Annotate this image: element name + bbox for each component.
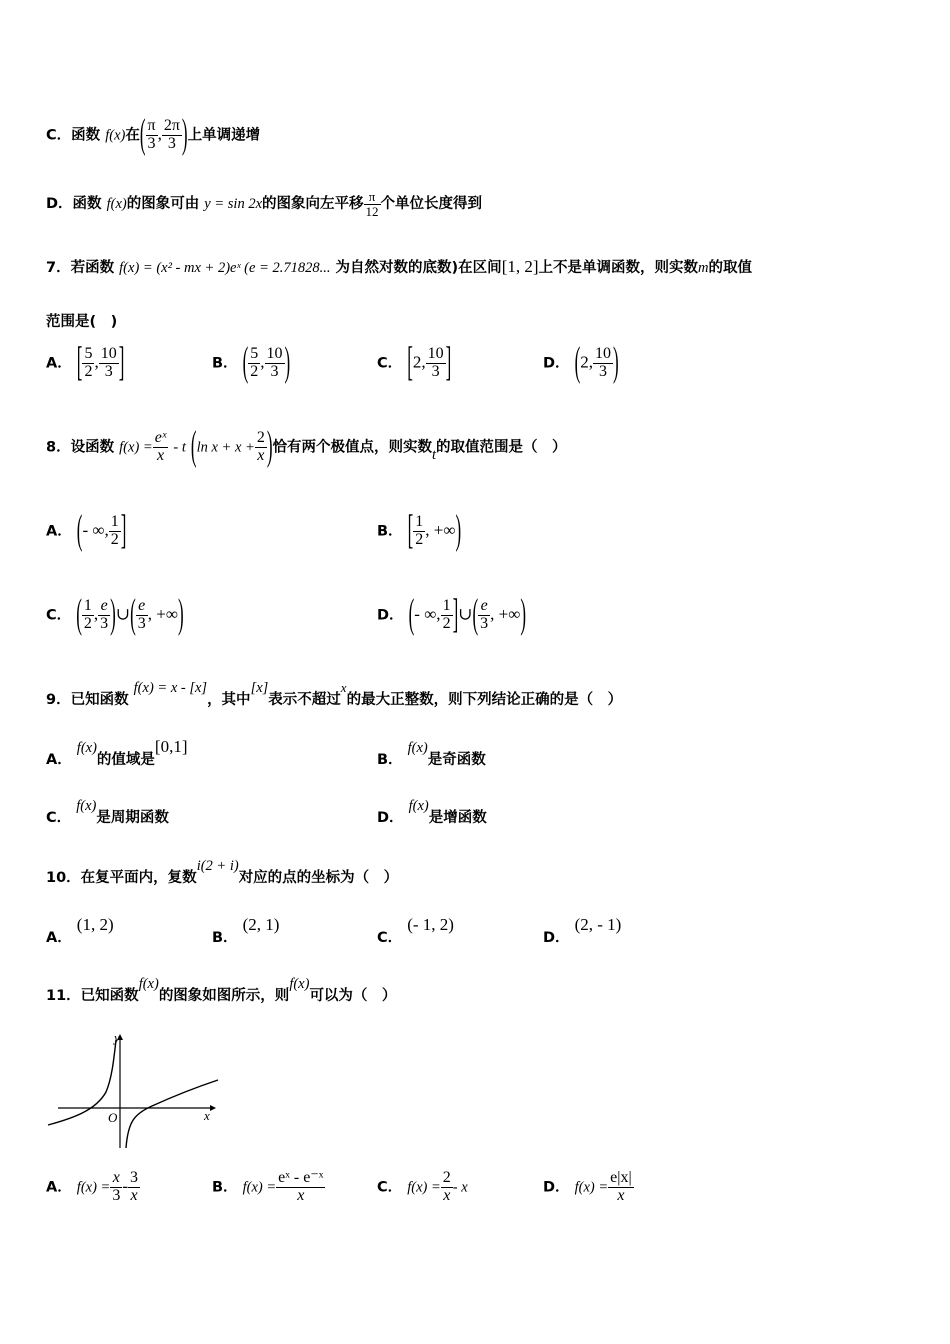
frac-den: 2 (83, 614, 92, 632)
math-y: y = sin 2x (204, 196, 262, 213)
q8-option-d[interactable]: D． (- ∞, $\frac{1}{2}$ ]∪( $\frac{e}{3}$ , +∞) (377, 591, 527, 637)
bracket: ) (613, 339, 619, 385)
bracket: ] (445, 339, 452, 385)
q7-option-c[interactable] (377, 339, 452, 385)
frac-num: eˣ - e⁻ˣ (278, 1169, 324, 1186)
coordinate: (- 1, 2) (407, 915, 454, 934)
q8-stem: 8．设函数 f(x) = $\frac{\text{eˣ}}{x}$ - t (ln x + x + $\frac{2}{x}$ )恰有两个极值点，则实数t的取值范围是（ ） (46, 423, 567, 469)
option-label: C． (46, 127, 72, 144)
frac-num: 5 (84, 345, 93, 362)
math-fx: f(x) (289, 976, 310, 992)
frac-den: 3 (147, 134, 156, 152)
frac-num: 10 (100, 345, 117, 362)
bracket: [ (76, 339, 83, 385)
text: 在 (125, 127, 140, 144)
option-label: C． (377, 355, 403, 372)
frac-den: 3 (104, 362, 113, 380)
math-text: - x (452, 1179, 468, 1196)
q8-option-c[interactable]: C． ( $\frac{1}{2}$ , $\frac{e}{3}$ )∪( $\frac{e}{3}$ , +∞) (46, 591, 184, 637)
frac-den: x (156, 446, 165, 464)
frac-num: 1 (442, 597, 451, 614)
frac-num: e|x| (610, 1169, 632, 1186)
math-lhs: f(x) = (407, 1179, 441, 1196)
math-interval: [1, 2] (501, 257, 539, 276)
text: 范围是( ) (46, 314, 118, 330)
frac-num: 2 (256, 429, 265, 446)
frac-den: x (297, 1186, 305, 1204)
frac-den: 2 (415, 530, 424, 548)
text: 的图象如图所示，则 (158, 988, 290, 1004)
q11-function-graph (44, 1030, 224, 1155)
q7-stem (46, 256, 752, 277)
option-label: D． (377, 607, 404, 624)
frac-num: 1 (83, 597, 92, 614)
comma: , (157, 124, 162, 144)
option-text: 是奇函数 (427, 752, 486, 768)
option-label: C． (377, 930, 403, 946)
q10-option-b[interactable] (212, 915, 280, 947)
option-text: 是增函数 (428, 810, 487, 826)
text: 的取值范围是（ ） (436, 439, 567, 456)
option-label: C． (46, 810, 72, 826)
bracket: ( (574, 339, 581, 385)
text: ，其中 (207, 692, 251, 708)
paren: ) (181, 111, 188, 157)
option-label: C． (377, 1179, 403, 1196)
q11-option-c[interactable] (377, 1170, 468, 1205)
math-formula: f(x) = x - [x] (133, 680, 208, 696)
q10-option-d[interactable] (543, 915, 622, 947)
math-lhs: f(x) = (574, 1179, 609, 1196)
q7-option-d[interactable] (543, 339, 619, 385)
q7-option-b[interactable]: B． ( $\frac{5}{2}$ , $\frac{10}{3}$ ) (212, 346, 290, 381)
frac-num: 2 (442, 1169, 451, 1186)
coordinate: (2, - 1) (574, 915, 622, 934)
math-text: - t (173, 439, 186, 456)
text: 上不是单调函数，则实数 (538, 260, 699, 276)
x-axis-arrow (210, 1105, 216, 1111)
option-label: B． (212, 1179, 238, 1196)
text: 的取值 (708, 260, 752, 276)
q10-stem (46, 858, 399, 887)
frac-den: 3 (112, 1186, 121, 1204)
frac-num: 10 (595, 345, 612, 362)
q11-option-d[interactable] (543, 1170, 634, 1205)
math-fx: f(x) (105, 127, 126, 144)
option-label: C． (46, 607, 72, 624)
question-number: 10．在复平面内，复数 (46, 870, 197, 886)
q9-option-c[interactable] (46, 798, 169, 827)
text: 函数 (71, 127, 101, 144)
frac-num: e (98, 598, 110, 616)
bracket: ) (284, 339, 291, 385)
math-value: , +∞ (147, 604, 178, 624)
math-fx: f(x) (106, 196, 127, 213)
frac-num: e (136, 598, 148, 616)
paren: ( (139, 111, 146, 157)
text: 为自然对数的底数)在区间 (335, 260, 502, 276)
math-var: x (340, 680, 347, 695)
math-lhs: f(x) = (242, 1179, 277, 1196)
q6-option-c (46, 111, 261, 157)
math-fx: f(x) (76, 798, 97, 814)
math-complex: i(2 + i) (196, 858, 239, 874)
math-fx: f(x) (138, 976, 159, 992)
frac-num: 10 (427, 345, 444, 362)
question-number: 8．设函数 (46, 439, 115, 456)
math-interval: [0,1] (154, 737, 188, 756)
question-number: 7．若函数 (46, 260, 115, 276)
math-fx: f(x) (408, 798, 429, 814)
text: 的图象可由 (126, 196, 200, 213)
option-label: B． (212, 930, 238, 946)
text: 可以为（ ） (309, 988, 397, 1004)
q8-option-b[interactable]: B． [ $\frac{1}{2}$ , +∞) (377, 507, 462, 553)
option-text: 的值域是 (96, 752, 155, 768)
text: 个单位长度得到 (380, 196, 482, 213)
option-text: 是周期函数 (96, 810, 169, 826)
q11-stem (46, 976, 397, 1005)
frac-num: e (478, 598, 490, 616)
text: 上单调递增 (187, 127, 261, 144)
math-value: 2, (412, 352, 426, 372)
math-var: t (432, 447, 437, 464)
math-value: 2, (580, 352, 594, 372)
math-value: - ∞, (414, 604, 441, 624)
frac-den: x (617, 1186, 625, 1204)
math-value: , +∞ (490, 604, 521, 624)
frac-num: 1 (110, 513, 119, 530)
frac-den: x (443, 1186, 451, 1204)
q7-option-a[interactable]: A． [ $\frac{5}{2}$ , $\frac{10}{3}$ ] (46, 346, 124, 381)
math-fx: f(x) (76, 740, 97, 756)
q9-stem (46, 680, 623, 709)
frac-num: 2π (163, 117, 180, 134)
question-number: 9．已知函数 (46, 692, 129, 708)
frac-num: eˣ (154, 429, 167, 446)
frac-num: π (147, 117, 156, 134)
union-symbol: ∪ (115, 604, 131, 624)
text: 的图象向左平移 (262, 196, 364, 213)
frac-num: 5 (250, 345, 259, 362)
frac-den: 2 (442, 614, 451, 632)
text: 函数 (72, 196, 102, 213)
frac-den: 3 (167, 134, 176, 152)
math-floor: [x] (250, 680, 269, 696)
q6-option-d (46, 190, 482, 218)
math-fx: f(x) (407, 740, 428, 756)
x-label: x (204, 1108, 210, 1123)
left-branch (48, 1040, 116, 1125)
math-value: - ∞, (82, 520, 109, 540)
coordinate: (1, 2) (76, 915, 114, 934)
math-lhs: f(x) = (76, 1179, 111, 1196)
option-label: A． (46, 523, 72, 540)
bracket: ] (118, 339, 125, 385)
frac-num: x (110, 1170, 122, 1188)
frac-den: 3 (270, 362, 279, 380)
frac-den: x (130, 1186, 138, 1204)
q10-option-a[interactable] (46, 915, 114, 947)
frac-num: 10 (266, 345, 283, 362)
q8-option-a[interactable]: A． (- ∞, $\frac{1}{2}$ ] (46, 507, 127, 553)
q11-option-a[interactable] (46, 1170, 140, 1205)
text: 表示不超过 (268, 692, 341, 708)
frac-den: 3 (431, 362, 440, 380)
option-label: D． (543, 930, 570, 946)
frac-num: π (364, 190, 381, 205)
option-label: D． (543, 355, 570, 372)
q9-option-b[interactable] (377, 740, 486, 769)
q11-option-b[interactable] (212, 1170, 325, 1205)
question-number: 11．已知函数 (46, 988, 139, 1004)
origin-label: O (108, 1110, 118, 1125)
y-label: y (114, 1030, 120, 1045)
option-label: A． (46, 930, 72, 946)
math-value: , +∞ (425, 520, 456, 540)
math-formula: f(x) = (x² - mx + 2)eˣ (e = 2.71828... (119, 260, 331, 276)
text: 对应的点的坐标为（ ） (238, 870, 399, 886)
option-label: D． (377, 810, 404, 826)
bracket: [ (407, 339, 413, 385)
union-symbol: ∪ (458, 604, 473, 624)
frac-num: 3 (130, 1169, 138, 1186)
q9-option-d[interactable] (377, 798, 487, 827)
option-label: B． (377, 523, 403, 540)
frac-den: 2 (84, 362, 93, 380)
frac-den: 2 (250, 362, 259, 380)
option-label: A． (46, 355, 72, 372)
frac-den: 12 (365, 203, 379, 219)
option-label: A． (46, 1179, 72, 1196)
option-label: D． (543, 1179, 570, 1196)
frac-den: 2 (110, 530, 119, 548)
frac-den: x (257, 446, 265, 464)
operator: - (122, 1176, 128, 1196)
frac-den: 3 (599, 362, 608, 380)
frac-den: 3 (137, 614, 146, 632)
math-text: ln x + x + (196, 439, 255, 456)
frac-den: 3 (100, 614, 109, 632)
option-label: B． (377, 752, 403, 768)
text: 的最大正整数，则下列结论正确的是（ ） (346, 692, 623, 708)
option-label: B． (212, 355, 238, 372)
option-label: D． (46, 196, 73, 213)
text: 恰有两个极值点，则实数 (272, 439, 432, 456)
math-fx: f(x) = (119, 439, 153, 456)
coordinate: (2, 1) (242, 915, 280, 934)
option-label: A． (46, 752, 72, 768)
q7-stem-line2 (46, 310, 117, 331)
frac-den: 3 (480, 614, 489, 632)
q9-option-a[interactable] (46, 737, 188, 769)
bracket: ( (242, 339, 249, 385)
frac-num: 1 (415, 513, 424, 530)
q10-option-c[interactable] (377, 915, 454, 947)
math-var: m (698, 260, 709, 276)
